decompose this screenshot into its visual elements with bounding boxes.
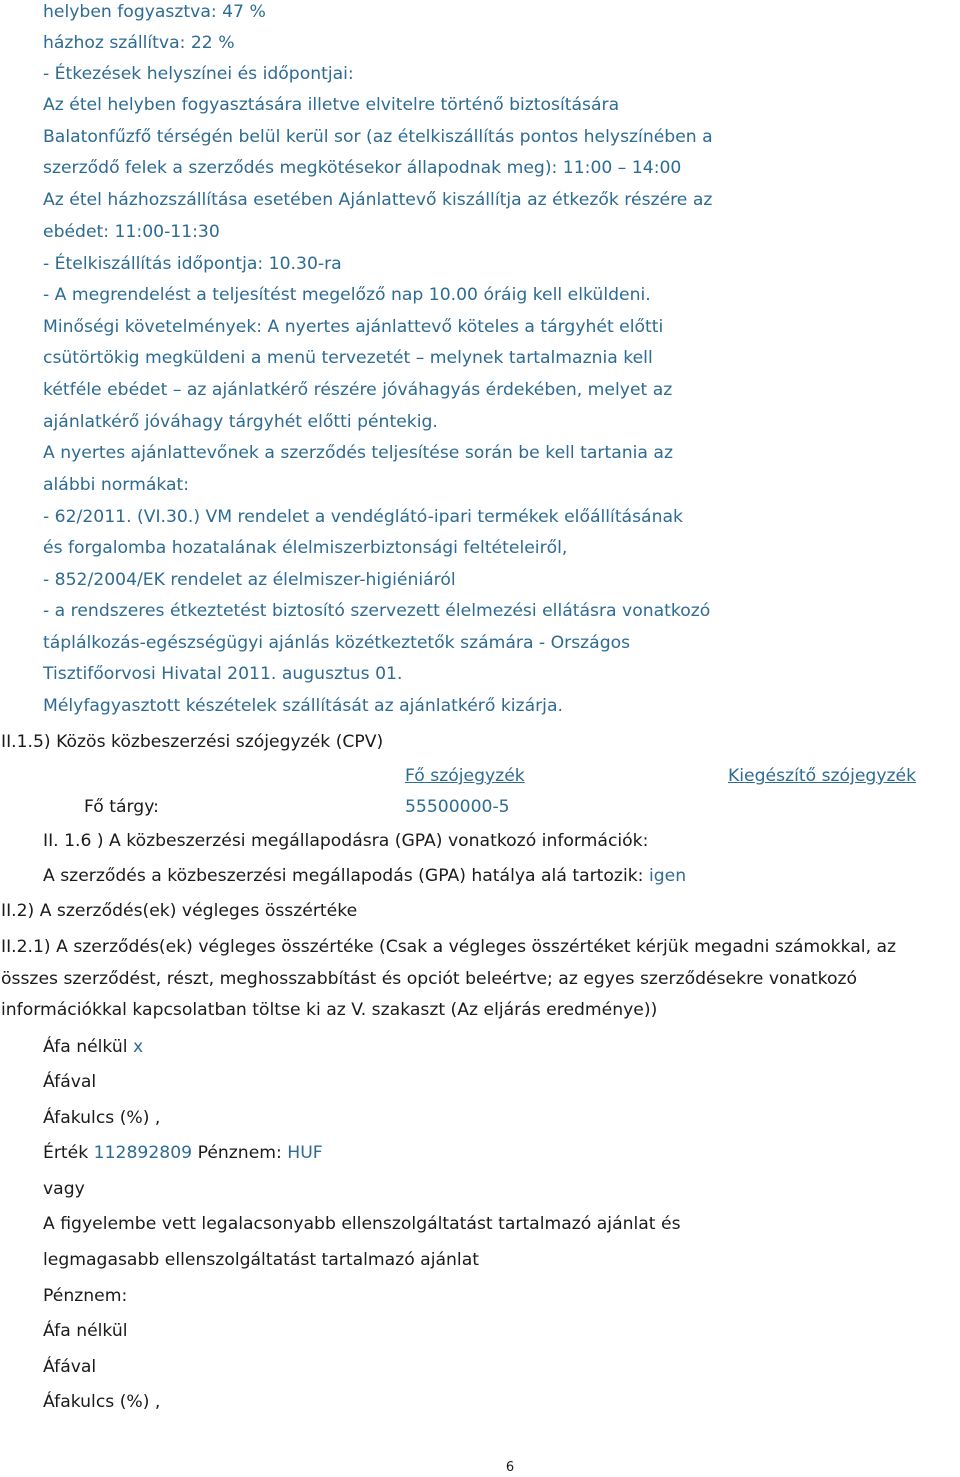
afa-nelkul-mark: x (133, 1037, 144, 1057)
penznem-label: Pénznem: (197, 1143, 282, 1163)
text-line: - Ételkiszállítás időpontja: 10.30-ra (43, 254, 342, 274)
cpv-column-extra: Kiegészítő szójegyzék (728, 766, 917, 786)
text-line: információkkal kapcsolatban töltse ki az V. szakaszt (Az eljárás eredménye)) (1, 1000, 658, 1020)
text-line: alábbi normákat: (43, 475, 190, 495)
text-line: csütörtökig megküldeni a menü tervezetét – melynek tartalmaznia kell (43, 348, 653, 368)
text-line: A nyertes ajánlattevőnek a szerződés teljesítése során be kell tartania az (43, 443, 673, 463)
ertek-row (43, 1142, 323, 1164)
section-heading-cpv: II.1.5) Közös közbeszerzési szójegyzék (CPV) (1, 732, 384, 752)
text-line: A figyelembe vett legalacsonyabb ellenszolgáltatást tartalmazó ajánlat és (43, 1214, 681, 1234)
text-line: ebédet: 11:00-11:30 (43, 222, 220, 242)
cpv-row-value: 55500000-5 (405, 797, 510, 817)
text-line: Tisztifőorvosi Hivatal 2011. augusztus 01. (43, 664, 403, 684)
afaval-label: Áfával (43, 1072, 97, 1092)
text-line: - 852/2004/EK rendelet az élelmiszer-higiéniáról (43, 570, 456, 590)
afa-nelkul-row (43, 1036, 143, 1058)
text-line: legmagasabb ellenszolgáltatást tartalmazó ajánlat (43, 1250, 479, 1270)
cpv-column-main: Fő szójegyzék (405, 766, 525, 786)
page-number: 6 (505, 1460, 515, 1475)
text-line: - 62/2011. (VI.30.) VM rendelet a vendéglátó-ipari termékek előállításának (43, 507, 683, 527)
afa-nelkul-label: Áfa nélkül (43, 1037, 128, 1057)
text-line: ajánlatkérő jóváhagy tárgyhét előtti péntekig. (43, 412, 438, 432)
penznem2-label: Pénznem: (43, 1286, 128, 1306)
gpa-text: A szerződés a közbeszerzési megállapodás (GPA) hatálya alá tartozik: (43, 866, 644, 886)
text-line: szerződő felek a szerződés megkötésekor állapodnak meg): 11:00 – 14:00 (43, 158, 682, 178)
afakulcs-label: Áfakulcs (%) , (43, 1108, 161, 1128)
ertek-label: Érték (43, 1143, 89, 1163)
text-line: kétféle ebédet – az ajánlatkérő részére jóváhagyás érdekében, melyet az (43, 380, 673, 400)
text-line: helyben fogyasztva: 47 % (43, 2, 266, 22)
text-line: házhoz szállítva: 22 % (43, 33, 235, 53)
text-line: II.2.1) A szerződés(ek) végleges összértéke (Csak a végleges összértéket kérjük megadni számokkal, az (1, 937, 897, 957)
afakulcs2-label: Áfakulcs (%) , (43, 1392, 161, 1412)
text-line: Balatonfűzfő térségén belül kerül sor (az ételkiszállítás pontos helyszínében a (43, 127, 713, 147)
text-line: Az étel házhozszállítása esetében Ajánlattevő kiszállítja az étkezők részére az (43, 190, 713, 210)
text-line: - Étkezések helyszínei és időpontjai: (43, 64, 354, 84)
text-line: Minőségi követelmények: A nyertes ajánlattevő köteles a tárgyhét előtti (43, 317, 664, 337)
text-line: - A megrendelést a teljesítést megelőző nap 10.00 óráig kell elküldeni. (43, 285, 651, 305)
ertek-value: 112892809 (93, 1143, 193, 1163)
text-line: táplálkozás-egészségügyi ajánlás közétkeztetők számára - Országos (43, 633, 631, 653)
text-line: és forgalomba hozatalának élelmiszerbiztonsági feltételeiről, (43, 538, 568, 558)
text-line: összes szerződést, részt, meghosszabbítást és opciót beleértve; az egyes szerződésekre vonatkozó (1, 969, 858, 989)
gpa-answer: igen (648, 866, 687, 886)
vagy-text: vagy (43, 1179, 85, 1199)
afa-nelkul2-label: Áfa nélkül (43, 1321, 128, 1341)
gpa-statement (43, 865, 686, 887)
text-line: Mélyfagyasztott készételek szállítását az ajánlatkérő kizárja. (43, 696, 563, 716)
text-line: - a rendszeres étkeztetést biztosító szervezett élelmezési ellátásra vonatkozó (43, 601, 711, 621)
section-heading-gpa: II. 1.6 ) A közbeszerzési megállapodásra (GPA) vonatkozó információk: (43, 831, 649, 851)
penznem-value: HUF (287, 1143, 323, 1163)
section-heading-value: II.2) A szerződés(ek) végleges összértéke (1, 901, 358, 921)
afaval2-label: Áfával (43, 1357, 97, 1377)
cpv-row-label: Fő tárgy: (84, 797, 159, 817)
text-line: Az étel helyben fogyasztására illetve elvitelre történő biztosítására (43, 95, 620, 115)
